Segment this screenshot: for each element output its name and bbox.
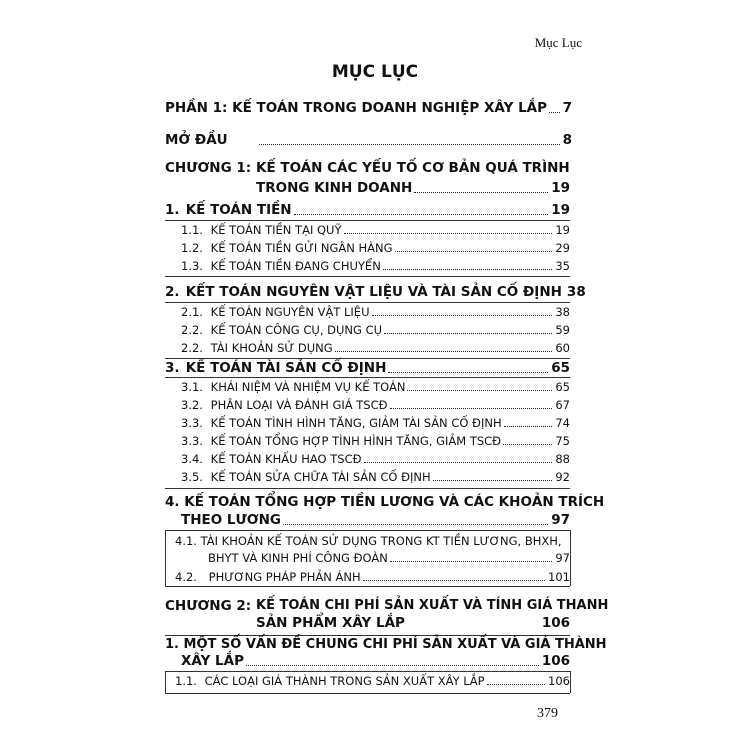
running-header: Mục Lục xyxy=(534,35,582,50)
leader-dots xyxy=(414,191,548,193)
toc-entry-s4[interactable] xyxy=(181,512,570,528)
toc-s4-line1[interactable]: 4. KẾ TOÁN TỔNG HỢP TIỀN LƯƠNG VÀ CÁC KHOẢN TRÍCH xyxy=(165,494,605,510)
leader-dots xyxy=(487,683,546,685)
leader-dots xyxy=(372,314,553,316)
toc-entry-label: SẢN PHẨM XÂY LẮP xyxy=(256,615,405,631)
toc-entry-page: 19 xyxy=(551,202,570,218)
divider xyxy=(165,635,570,636)
leader-dots xyxy=(344,232,553,234)
toc-entry-s2[interactable] xyxy=(165,284,586,300)
toc-entry-label: 3.4. KẾ TOÁN KHẤU HAO TSCĐ xyxy=(181,452,362,466)
toc-s4-1-line1[interactable]: 4.1. TÀI KHOẢN KẾ TOÁN SỬ DỤNG TRONG KT TIỀN LƯƠNG, BHXH, xyxy=(175,534,562,548)
toc-entry-s3[interactable] xyxy=(165,360,570,376)
toc-chapter1-title-line1[interactable]: KẾ TOÁN CÁC YẾU TỐ CƠ BẢN QUÁ TRÌNH xyxy=(256,160,570,176)
toc-entry-label: 3. KẾ TOÁN TÀI SẢN CỐ ĐỊNH xyxy=(165,360,387,376)
leader-dots xyxy=(259,143,560,145)
toc-entry-page: 97 xyxy=(555,551,570,565)
toc-entry-page: 59 xyxy=(555,323,570,337)
toc-entry-label: PHẦN 1: KẾ TOÁN TRONG DOANH NGHIỆP XÂY LẮP xyxy=(165,100,548,116)
toc-entry-page: 65 xyxy=(551,360,570,376)
toc-entry-label: MỞ ĐẦU xyxy=(165,132,228,148)
toc-entry-page: 60 xyxy=(555,341,570,355)
leader-dots xyxy=(383,268,553,270)
leader-dots xyxy=(246,664,539,666)
toc-entry-page: 97 xyxy=(551,512,570,528)
toc-entry-page: 101 xyxy=(548,570,570,584)
section-frame xyxy=(165,530,166,586)
toc-entry-label: 1.1. KẾ TOÁN TIỀN TẠI QUỸ xyxy=(181,223,342,237)
leader-dots xyxy=(433,479,553,481)
toc-entry-label: 2. KẾT TOÁN NGUYÊN VẬT LIỆU VÀ TÀI SẢN CỐ ĐỊNH xyxy=(165,284,562,300)
toc-entry-page: 8 xyxy=(562,132,572,148)
section-frame xyxy=(570,671,571,693)
toc-entry-s2-2[interactable] xyxy=(181,323,570,337)
toc-entry-page: 106 xyxy=(541,653,570,669)
toc-entry-page: 19 xyxy=(555,223,570,237)
toc-entry-s4-2[interactable] xyxy=(175,570,570,584)
leader-dots xyxy=(390,560,553,562)
leader-dots xyxy=(407,627,539,628)
leader-dots xyxy=(504,425,553,427)
toc-chapter2-title-line1[interactable]: KẾ TOÁN CHI PHÍ SẢN XUẤT VÀ TÍNH GIÁ THANH xyxy=(256,598,609,613)
toc-entry-part1[interactable] xyxy=(165,100,572,116)
toc-entry-s1-3[interactable] xyxy=(181,259,570,273)
toc-entry-label: 3.1. KHÁI NIỆM VÀ NHIỆM VỤ KẾ TOÁN xyxy=(181,380,406,394)
toc-entry-label: 2.1. KẾ TOÁN NGUYÊN VẬT LIỆU xyxy=(181,305,370,319)
toc-entry-page: 88 xyxy=(555,452,570,466)
toc-entry-s3-6[interactable] xyxy=(181,470,570,484)
section-frame xyxy=(570,530,571,586)
leader-dots xyxy=(283,523,548,525)
toc-entry-page: 75 xyxy=(555,434,570,448)
toc-entry-label: XÂY LẮP xyxy=(181,653,244,669)
toc-entry-c2s1-1[interactable] xyxy=(175,674,570,688)
toc-entry-label: 3.5. KẾ TOÁN SỬA CHỮA TÀI SẢN CỐ ĐỊNH xyxy=(181,470,431,484)
divider xyxy=(165,276,570,277)
toc-entry-label: TRONG KINH DOANH xyxy=(256,180,413,196)
divider xyxy=(165,488,570,489)
leader-dots xyxy=(390,407,553,409)
toc-entry-s3-2[interactable] xyxy=(181,398,570,412)
toc-c2s1-line1[interactable]: 1. MỘT SỐ VẤN ĐỀ CHUNG CHI PHÍ SẢN XUẤT VÀ GIÁ THÀNH xyxy=(165,637,607,652)
toc-entry-intro[interactable] xyxy=(165,132,572,148)
toc-entry-label: 1.3. KẾ TOÁN TIỀN ĐANG CHUYỂN xyxy=(181,259,381,273)
divider xyxy=(165,302,570,303)
toc-entry-page: 29 xyxy=(555,241,570,255)
divider xyxy=(165,220,570,221)
toc-entry-s1-2[interactable] xyxy=(181,241,570,255)
toc-entry-label: 1.2. KẾ TOÁN TIỀN GỬI NGÂN HÀNG xyxy=(181,241,393,255)
toc-entry-label: 1. KẾ TOÁN TIỀN xyxy=(165,202,292,218)
leader-dots xyxy=(388,371,548,373)
page-number: 379 xyxy=(537,706,558,721)
toc-entry-page: 19 xyxy=(551,180,570,196)
divider xyxy=(165,530,570,531)
toc-chapter2-number: CHƯƠNG 2: xyxy=(165,598,252,614)
toc-entry-s1-1[interactable] xyxy=(181,223,570,237)
toc-entry-chapter2[interactable] xyxy=(256,615,570,631)
toc-chapter1-number: CHƯƠNG 1: xyxy=(165,160,252,176)
leader-dots xyxy=(294,213,549,215)
leader-dots xyxy=(364,461,553,463)
toc-entry-page: 67 xyxy=(555,398,570,412)
toc-entry-s3-1[interactable] xyxy=(181,380,570,394)
toc-entry-page: 38 xyxy=(555,305,570,319)
toc-entry-chapter1[interactable] xyxy=(256,180,570,196)
leader-dots xyxy=(335,350,553,352)
toc-entry-page: 7 xyxy=(562,100,572,116)
toc-entry-label: 4.2. PHƯƠNG PHÁP PHẢN ÁNH xyxy=(175,570,361,584)
toc-entry-s3-4[interactable] xyxy=(181,434,570,448)
toc-entry-s3-3[interactable] xyxy=(181,416,570,430)
section-frame xyxy=(165,671,166,693)
toc-entry-label: 3.3. KẾ TOÁN TỔNG HỢP TÌNH HÌNH TĂNG, GIẢM TSCĐ xyxy=(181,434,502,448)
toc-entry-page: 74 xyxy=(555,416,570,430)
toc-entry-page: 106 xyxy=(541,615,570,631)
leader-dots xyxy=(384,332,552,334)
toc-entry-s3-5[interactable] xyxy=(181,452,570,466)
leader-dots xyxy=(395,250,553,252)
toc-entry-label: 3.2. PHÂN LOẠI VÀ ĐÁNH GIÁ TSCĐ xyxy=(181,398,388,412)
toc-entry-s4-1[interactable] xyxy=(208,551,570,565)
toc-entry-s2-1[interactable] xyxy=(181,305,570,319)
toc-entry-label: 2.2. KẾ TOÁN CÔNG CỤ, DỤNG CỤ xyxy=(181,323,383,337)
toc-entry-label: 3.3. KẾ TOÁN TÌNH HÌNH TĂNG, GIẢM TÀI SẢN CỐ ĐỊNH xyxy=(181,416,502,430)
leader-dots xyxy=(407,389,552,391)
page-title: MỤC LỤC xyxy=(331,62,419,82)
toc-entry-page: 106 xyxy=(548,674,570,688)
leader-dots xyxy=(503,443,552,445)
divider xyxy=(165,377,570,378)
toc-entry-label: 2.2. TÀI KHOẢN SỬ DỤNG xyxy=(181,341,333,355)
toc-entry-s2-3[interactable] xyxy=(181,341,570,355)
toc-entry-page: 35 xyxy=(555,259,570,273)
toc-entry-label: 1.1. CÁC LOẠI GIÁ THÀNH TRONG SẢN XUẤT XÂY LẮP xyxy=(175,674,485,688)
toc-entry-s1[interactable] xyxy=(165,202,570,218)
toc-entry-page: 92 xyxy=(555,470,570,484)
toc-entry-label: BHYT VÀ KINH PHÍ CÔNG ĐOÀN xyxy=(208,551,388,565)
leader-dots xyxy=(363,579,545,581)
divider xyxy=(165,358,570,359)
toc-entry-page: 65 xyxy=(555,380,570,394)
leader-dots xyxy=(549,111,560,113)
toc-entry-label: THEO LƯƠNG xyxy=(181,512,281,528)
divider xyxy=(165,671,570,672)
divider xyxy=(165,693,570,694)
toc-entry-page: 38 xyxy=(566,284,586,300)
divider xyxy=(165,586,570,587)
toc-entry-c2s1[interactable] xyxy=(181,653,570,669)
